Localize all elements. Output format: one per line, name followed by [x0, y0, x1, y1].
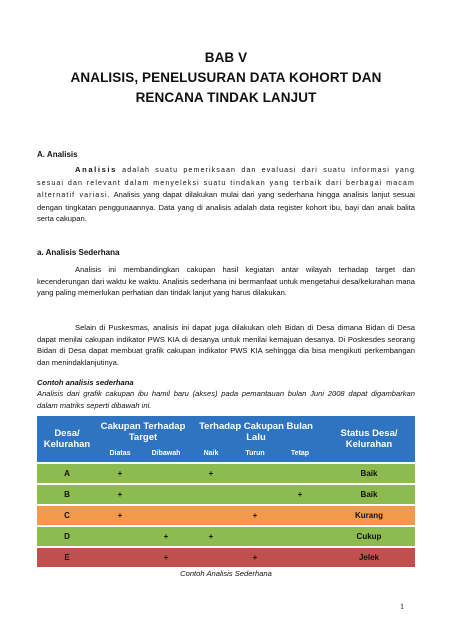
cell-diatas: +: [97, 463, 143, 484]
table-row: [37, 526, 415, 547]
header-turun: Turun: [233, 444, 277, 463]
cell-status: Baik: [323, 463, 415, 484]
cell-status: Cukup: [323, 526, 415, 547]
analysis-matrix-table: [37, 416, 415, 567]
analisis-definition-normal: Analisis yang dapat dilakukan mulai dari yang sederhana hingga analisis lanjut sesuai dengan tingkatan penggunaannya. Data yang di analisis adalah data register kohort ibu, bayi dan anak balita serta cakupan.: [37, 190, 415, 224]
analisis-definition-spaced: adalah suatu pemeriksaan dan evaluasi dari suatu informasi yang sesuai dan relevant dalam menyeleksi suatu tindakan yang terbaik dari berbagai macam alternatif variasi.: [37, 166, 415, 200]
cell-diatas: +: [97, 505, 143, 526]
cell-naik: [189, 547, 233, 567]
cell-tetap: [277, 463, 323, 484]
cell-desa: B: [37, 484, 97, 505]
cell-turun: +: [233, 547, 277, 567]
table-row: [37, 505, 415, 526]
cell-turun: [233, 463, 277, 484]
subsection-heading-analisis-sederhana: a. Analisis Sederhana: [37, 248, 120, 257]
cell-naik: [189, 505, 233, 526]
cell-dibawah: +: [143, 547, 189, 567]
cell-desa: E: [37, 547, 97, 567]
cell-dibawah: +: [143, 526, 189, 547]
section-heading-analisis: A. Analisis: [37, 150, 78, 159]
cell-diatas: [97, 547, 143, 567]
cell-status: Baik: [323, 484, 415, 505]
paragraph-analisis-sederhana: Analisis ini membandingkan cakupan hasil kegiatan antar wilayah terhadap target dan kecenderungan dari waktu ke waktu. Analisis sederhana ini bermanfaat untuk mengetahui desa/kelurahan mana yang paling memerlukan perhatian dan tindak lanjut yang harus dilakukan.: [37, 265, 415, 298]
table-row: [37, 484, 415, 505]
cell-naik: +: [189, 526, 233, 547]
cell-desa: D: [37, 526, 97, 547]
cell-tetap: [277, 547, 323, 567]
cell-status: Kurang: [323, 505, 415, 526]
table-row: [37, 547, 415, 567]
cell-tetap: [277, 505, 323, 526]
cell-diatas: [97, 526, 143, 547]
chapter-title-line-2: RENCANA TINDAK LANJUT: [135, 90, 317, 105]
header-dibawah: Dibawah: [143, 444, 189, 463]
cell-naik: [189, 484, 233, 505]
cell-desa: A: [37, 463, 97, 484]
cell-tetap: [277, 526, 323, 547]
analisis-lead-word: Analisis: [75, 165, 117, 174]
header-status-desa: Status Desa/ Kelurahan: [323, 416, 415, 463]
cell-desa: C: [37, 505, 97, 526]
paragraph-bidan-desa: Selain di Puskesmas, analisis ini dapat juga dilakukan oleh Bidan di Desa dimana Bidan di Desa dapat menilai cakupan indikator PWS KIA di desanya untuk menilai kemajuan desanya. Di Poskesdes seorang Bidan di Desa dapat membuat grafik cakupan indikator PWS KIA sehingga dia bisa mengikuti perkembangan dan menindaklanjutinya.: [37, 323, 415, 367]
header-desa-kelurahan: Desa/ Kelurahan: [37, 416, 97, 463]
cell-status: Jelek: [323, 547, 415, 567]
cell-diatas: +: [97, 484, 143, 505]
cell-dibawah: [143, 463, 189, 484]
example-title: Contoh analisis sederhana: [37, 378, 134, 387]
header-tetap: Tetap: [277, 444, 323, 463]
chapter-number: BAB V: [204, 50, 248, 65]
cell-dibawah: [143, 484, 189, 505]
cell-naik: +: [189, 463, 233, 484]
cell-turun: +: [233, 505, 277, 526]
header-diatas: Diatas: [97, 444, 143, 463]
cell-tetap: +: [277, 484, 323, 505]
header-cakupan-target: Cakupan Terhadap Target: [97, 416, 189, 444]
header-cakupan-bulan-lalu: Terhadap Cakupan Bulan Lalu: [189, 416, 323, 444]
cell-turun: [233, 526, 277, 547]
chapter-title-line-1: ANALISIS, PENELUSURAN DATA KOHORT DAN: [70, 70, 382, 85]
table-row: [37, 463, 415, 484]
page-number: 1: [400, 602, 404, 611]
paragraph-analisis-definition: [37, 164, 415, 225]
table-caption: Contoh Analisis Sederhana: [180, 569, 272, 578]
header-naik: Naik: [189, 444, 233, 463]
example-description: Analisis dari grafik cakupan ibu hamil baru (akses) pada pemantauan bulan Juni 2008 dapat digambarkan dalam matriks seperti dibawah ini.: [37, 389, 415, 410]
cell-dibawah: [143, 505, 189, 526]
cell-turun: [233, 484, 277, 505]
